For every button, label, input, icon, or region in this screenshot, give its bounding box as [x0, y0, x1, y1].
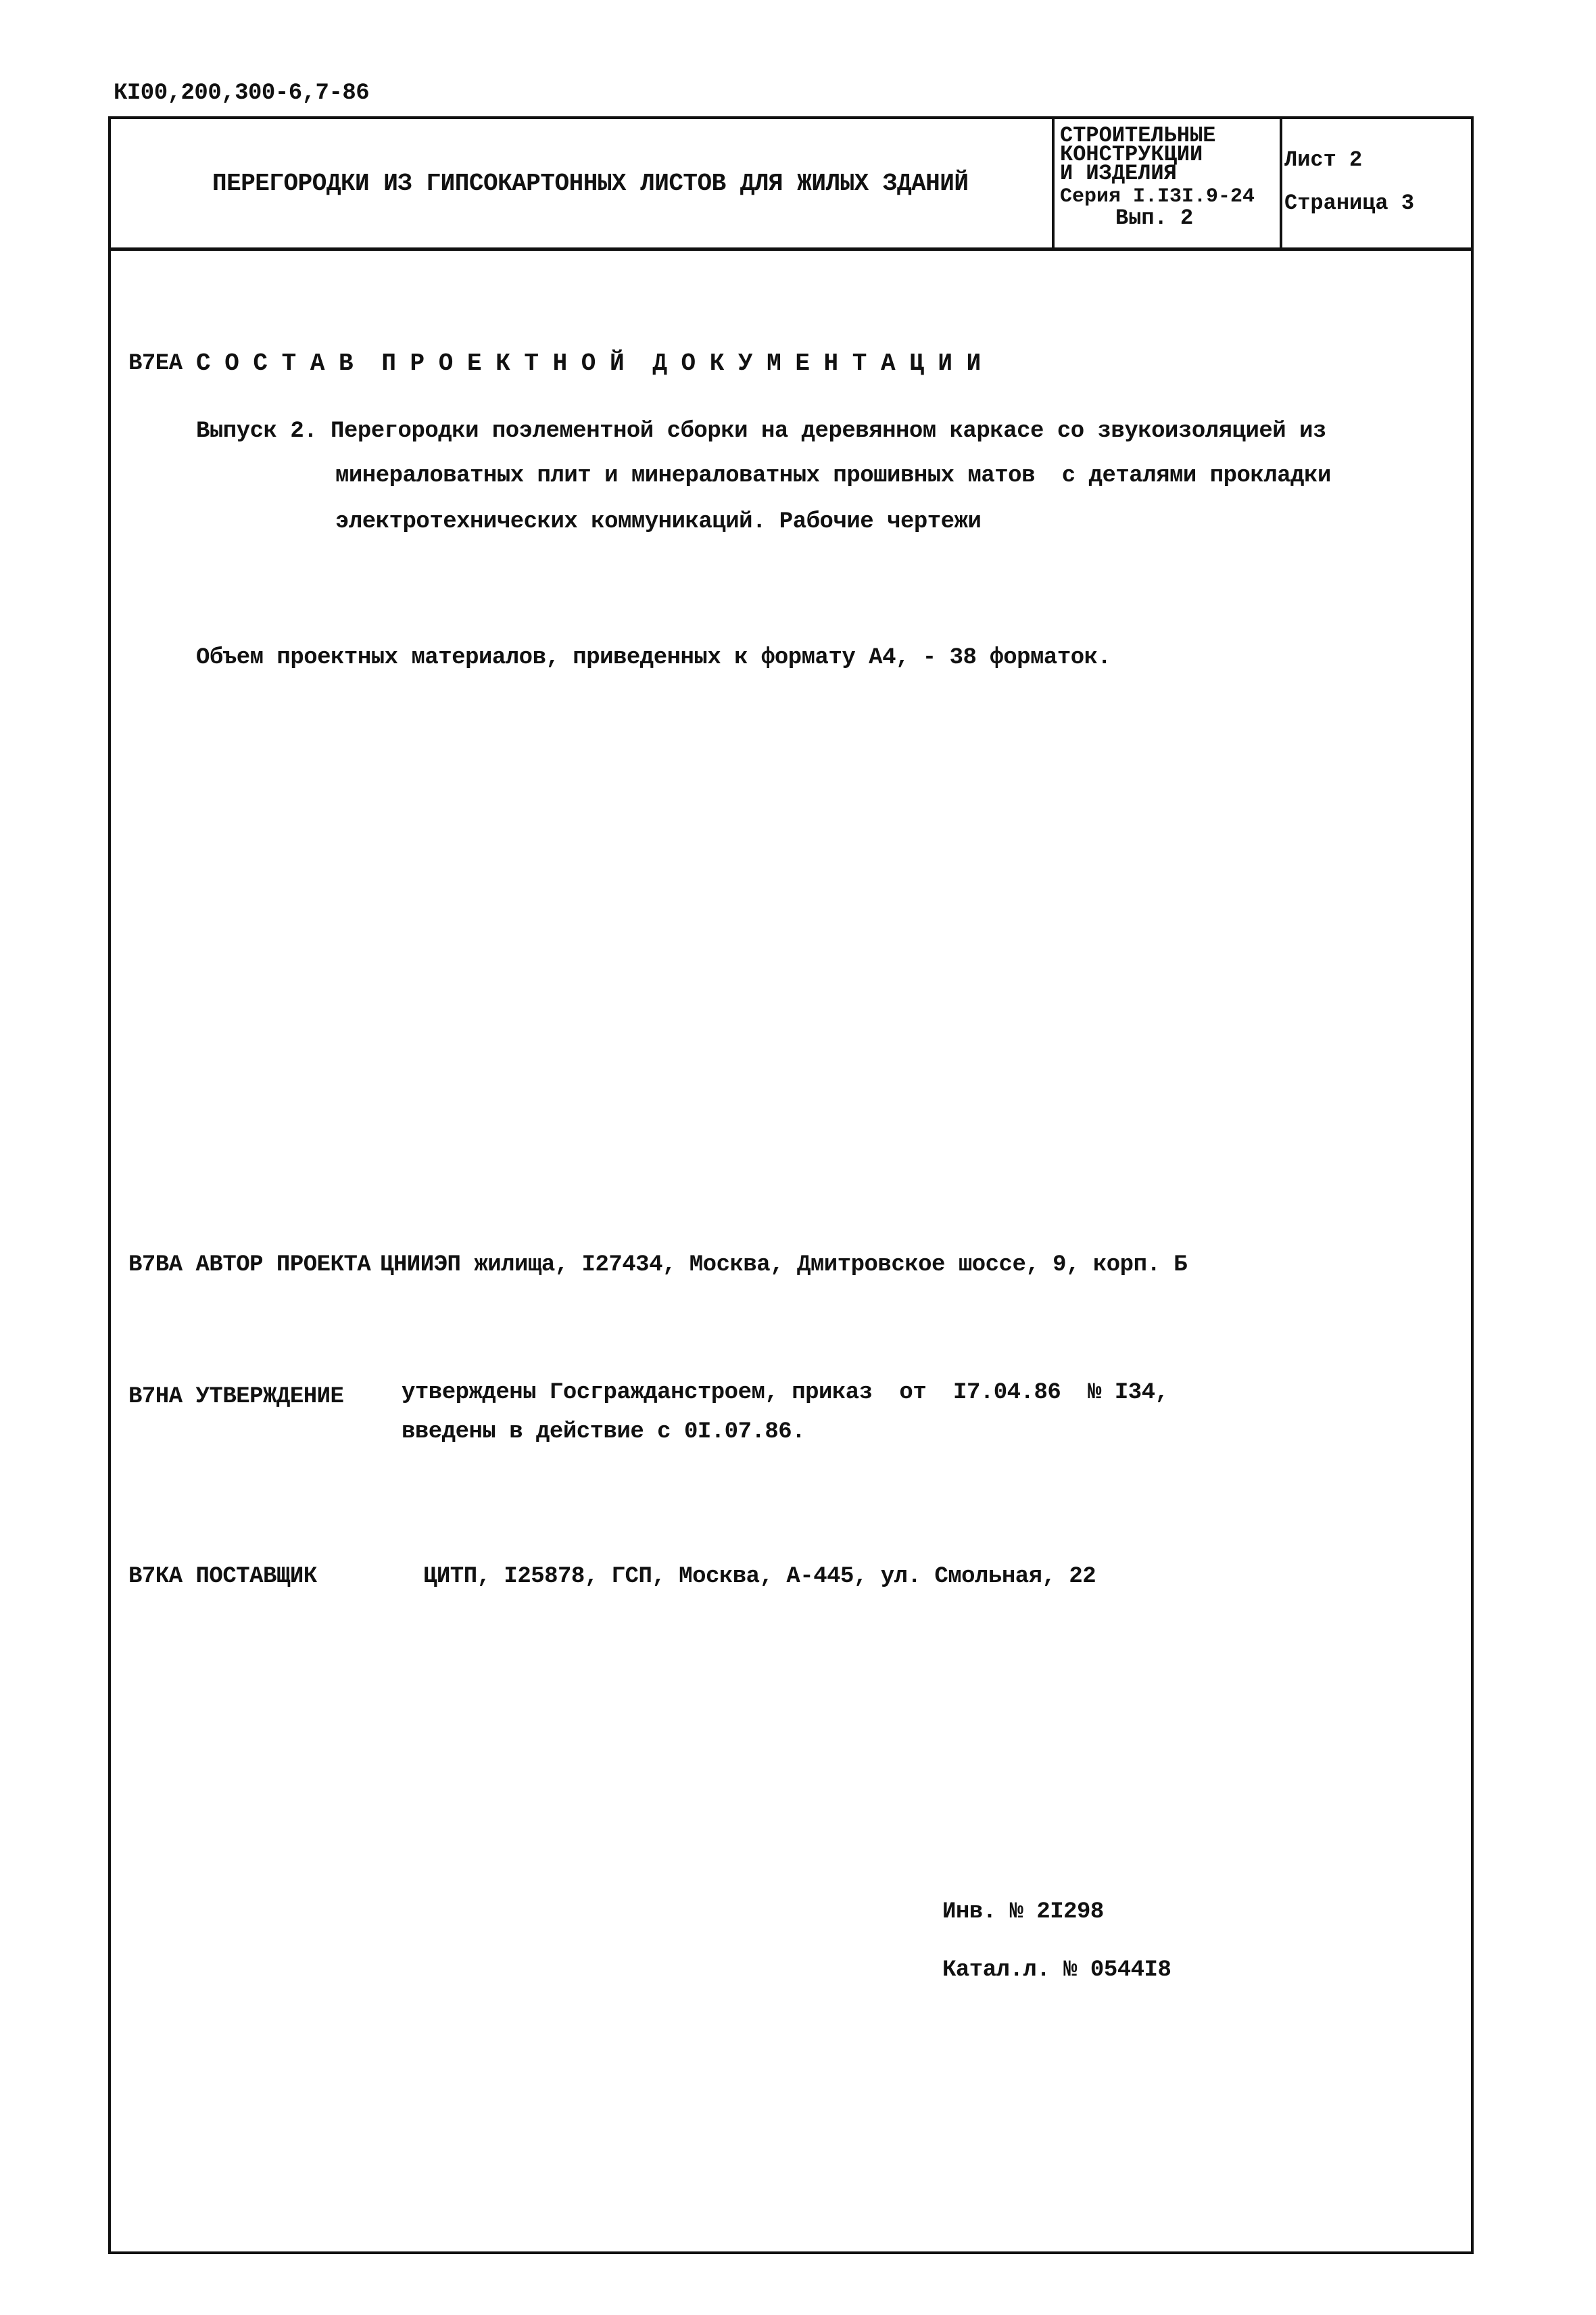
header-column-divider [1052, 116, 1055, 249]
issue-number: Вып. 2 [1115, 206, 1194, 231]
section-code: В7ЕА [128, 351, 183, 377]
supplier-label: В7КА ПОСТАВЩИК [128, 1564, 317, 1590]
description-line: Выпуск 2. Перегородки поэлементной сборки на деревянном каркасе со звукоизоляцией из [196, 419, 1326, 444]
catalog-number: Катал.л. № 0544I8 [942, 1957, 1171, 1983]
description-line: электротехнических коммуникаций. Рабочие чертежи [335, 509, 982, 535]
supplier-value: ЦИТП, I25878, ГСП, Москва, А-445, ул. Смольная, 22 [423, 1564, 1096, 1590]
header-divider [108, 247, 1474, 251]
section-heading: С О С Т А В П Р О Е К Т Н О Й Д О К У М Е Н Т А Ц И И [196, 350, 981, 377]
approval-line: утверждены Госгражданстроем, приказ от I7.04.86 № I34, [402, 1380, 1169, 1406]
document-code: КI00,200,300-6,7-86 [114, 80, 370, 106]
series-number: Серия I.I3I.9-24 [1060, 185, 1255, 208]
author-label: В7ВА АВТОР ПРОЕКТА [128, 1252, 371, 1278]
document-title: ПЕРЕГОРОДКИ ИЗ ГИПСОКАРТОННЫХ ЛИСТОВ ДЛЯ ЖИЛЫХ ЗДАНИЙ [212, 170, 969, 197]
approval-label: В7НА УТВЕРЖДЕНИЕ [128, 1384, 344, 1410]
page-number: Страница 3 [1284, 191, 1415, 216]
author-value: ЦНИИЭП жилища, I27434, Москва, Дмитровское шоссе, 9, корп. Б [380, 1252, 1188, 1278]
volume-text: Объем проектных материалов, приведенных к формату А4, - 38 форматок. [196, 645, 1111, 671]
header-column-divider [1280, 116, 1282, 249]
inventory-number: Инв. № 2I298 [942, 1899, 1104, 1925]
category-line: СТРОИТЕЛЬНЫЕ [1060, 123, 1216, 148]
category-line: КОНСТРУКЦИИ [1060, 142, 1203, 167]
sheet-number: Лист 2 [1284, 147, 1363, 172]
approval-line: введены в действие с 0I.07.86. [402, 1419, 806, 1445]
category-line: И ИЗДЕЛИЯ [1060, 161, 1177, 186]
description-line: минераловатных плит и минераловатных прошивных матов с деталями прокладки [335, 463, 1331, 489]
